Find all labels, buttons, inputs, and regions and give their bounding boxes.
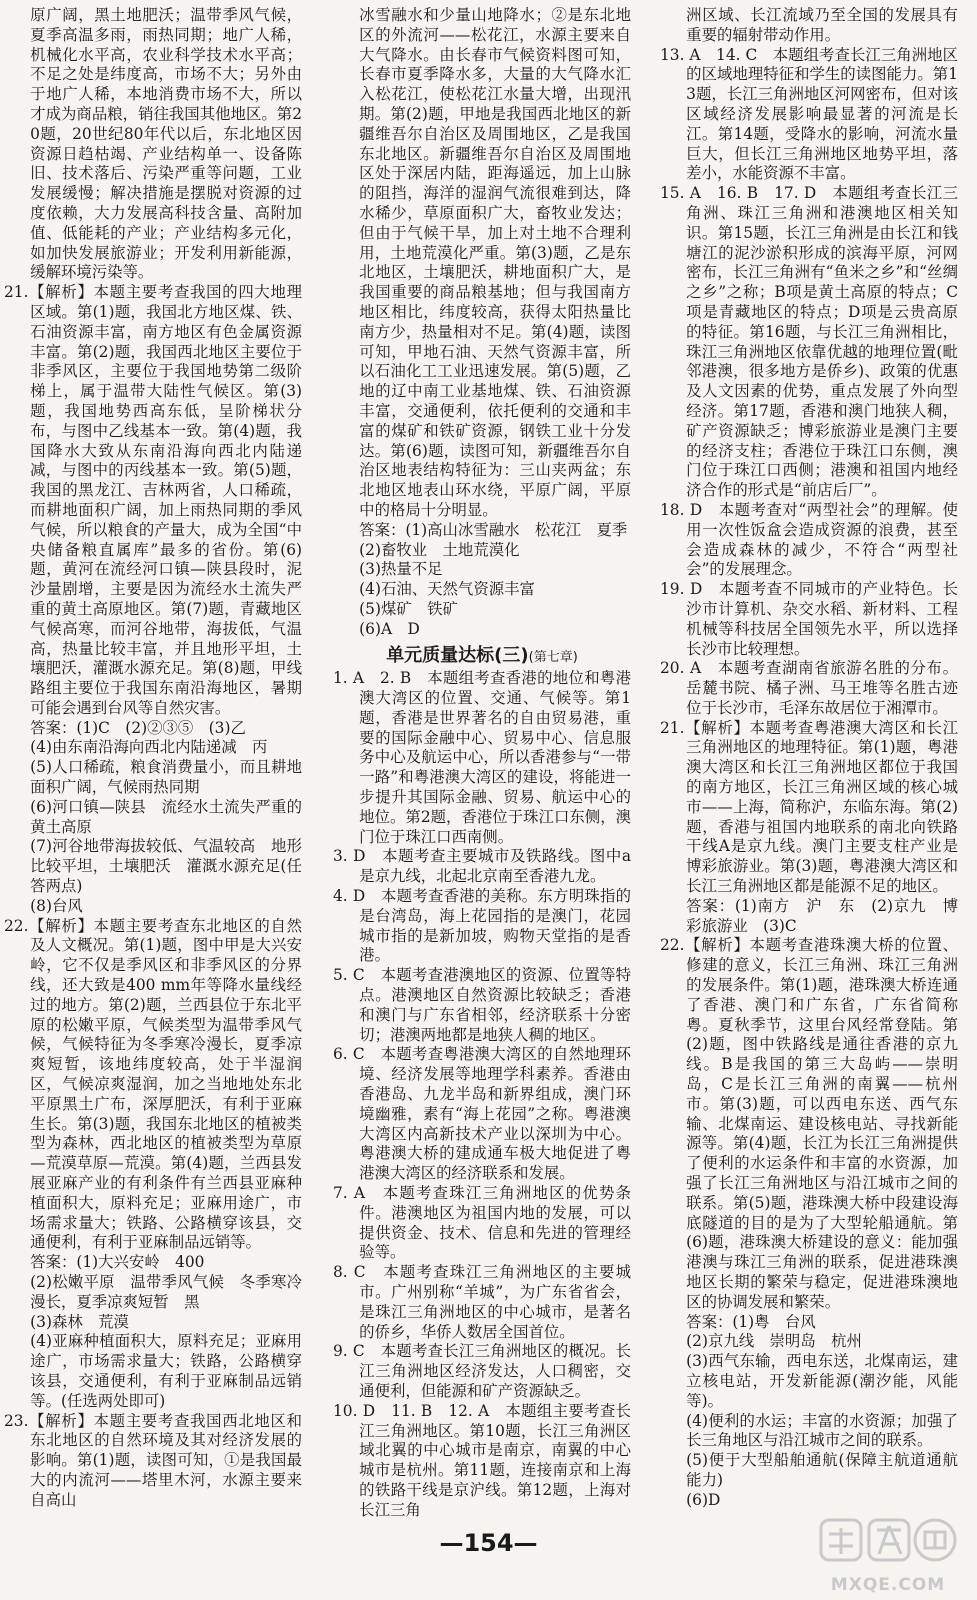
answer-item: 22.【解析】本题考查港珠澳大桥的位置、修建的意义，长江三角洲、珠江三角洲的发展条件。第(1)题，港珠澳大桥连通了香港、澳门和广东省，广东省简称粤。夏秋季节，这里台风经常登陆。第(2)题，图中铁路线是通往香港的京九线。B是我国的第三大岛屿——崇明岛，C是长江三角洲的南翼——杭州市。第(3)题，可以西电东送、西气东输、北煤南运、建设核电站、寻找新能源等。第(4)题，长江为长江三角洲提供了便利的水运条件和丰富的水资源，加强了长江三角洲地区与沿江城市之间的联系。第(5)题，港珠澳大桥中段建设海底隧道的目的是为了大型轮船通航。第(6)题，港珠澳大桥建设的意义：能加强港澳与珠江三角洲的联系，促进港珠澳地区长期的繁荣与稳定，促进港珠澳地区的协调发展和繁荣。 xyxy=(660,936,958,1311)
answer-text: (2)京九线 崇明岛 杭州 xyxy=(686,1332,862,1351)
answer-text: (5)便于大型船舶通航(保障主航道通航能力) xyxy=(686,1451,958,1489)
answer-item: 20. A 本题考查湖南省旅游名胜的分布。岳麓书院、橘子洲、马王堆等名胜古迹位于长沙市，毛泽东故居位于湘潭市。 xyxy=(660,659,958,717)
watermark-url: MXQE.COM xyxy=(830,1575,946,1596)
answer-text: (7)河谷地带海拔较低、气温较高 地形比较平坦，土壤肥沃 灌溉水源充足(任答两点) xyxy=(30,837,302,896)
answer-item: 22.【解析】本题主要考查东北地区的自然及人文概况。第(1)题，图中甲是大兴安岭，它不仅是季风区和非季风区的分界线，还大致是400 mm年等降水量线经过的地方。第(2)题，兰西县位于东北平原的松嫩平原，气候类型为温带季风气候，气候特征为冬季寒冷漫长，夏季凉爽短暂，该地纬度较高，处于半湿润区，气候凉爽湿润，加之当地地处东北平原黑土广布，深厚肥沃，有利于亚麻生长。第(3)题，我国东北地区的植被类型为森林，西北地区的植被类型为草原—荒漠草原—荒漠。第(4)题，兰西县发展亚麻产业的有利条件有兰西县亚麻种植面积大，原料充足；亚麻用途广，市场需求量大；铁路、公路横穿该县，交通便利，有利于亚麻制品远销等。 xyxy=(4,916,302,1252)
answer-text: (3)热量不足 xyxy=(359,560,443,579)
answer-text: 答案：(1)C (2)②③⑤ (3)乙 xyxy=(30,718,246,737)
section-continued-answers xyxy=(333,6,631,640)
answer-text: (6)河口镇—陕县 流经水土流失严重的黄土高原 xyxy=(30,797,302,836)
column-left xyxy=(4,6,302,1546)
answer-item: 13. A 14. C 本题组考查长江三角洲地区的区域地理特征和学生的读图能力。第13题，长江三角洲地区河网密布，但对该区域经济发展影响最显著的河流是长江。第14题，受降水的影响，河流水量巨大，但长江三角洲地区地势平坦，落差小，水能资源不丰富。 xyxy=(660,45,958,183)
answer-item: 3. D 本题考查主要城市及铁路线。图中a是京九线，北起北京南至香港九龙。 xyxy=(333,847,631,886)
answer-item: 5. C 本题考查港澳地区的资源、位置等特点。港澳地区自然资源比较缺乏；香港和澳门与广东省相邻，经济联系十分密切；港澳两地都是地狭人稠的地区。 xyxy=(333,966,631,1044)
answer-item: 19. D 本题考查不同城市的产业特色。长沙市计算机、杂交水稻、新材料、工程机械等科技居全国领先水平，所以选择长沙市比较理想。 xyxy=(660,580,958,658)
column-right xyxy=(660,6,958,1546)
answer-text: 洲区域、长江流域乃至全国的发展具有重要的辐射带动作用。 xyxy=(686,6,958,44)
answer-text: (4)石油、天然气资源丰富 xyxy=(359,580,535,599)
answer-item: 6. C 本题考查粤港澳大湾区的自然地理环境、经济发展等地理学科素养。香港由香港岛、九龙半岛和新界组成，澳门环境幽雅，素有“海上花园”之称。粤港澳大湾区内高新技术产业以深圳为中心。粤港澳大桥的建成通车极大地促进了粤港澳大湾区的经济联系和发展。 xyxy=(333,1045,631,1183)
section-unit-answers xyxy=(333,669,631,1520)
answer-item: 7. A 本题考查珠江三角洲地区的优势条件。港澳地区为祖国内地的发展，可以提供资金、技术、信息和先进的管理经验等。 xyxy=(333,1184,631,1262)
watermark-logo-icon xyxy=(813,1514,963,1568)
watermark xyxy=(813,1514,963,1596)
answer-text: 答案：(1)高山冰雪融水 松花江 夏季 xyxy=(359,520,628,539)
answer-text: 答案：(1)大兴安岭 400 xyxy=(30,1253,205,1272)
column-middle xyxy=(333,6,631,1546)
answer-item: 8. C 本题考查珠江三角洲地区的主要城市。广州别称“羊城”，为广东省省会，是珠江三角洲地区的中心城市，是著名的侨乡，华侨人数居全国首位。 xyxy=(333,1263,631,1341)
answer-text: (4)由东南沿海向西北内陆递减 丙 xyxy=(30,738,268,757)
answer-item: 23.【解析】本题主要考查我国西北地区和东北地区的自然环境及其对经济发展的影响。第(1)题，读图可知，①是我国最大的内流河——塔里木河，水源主要来自高山 xyxy=(4,1411,302,1509)
answer-text: (8)台风 xyxy=(30,896,83,915)
section-subtitle: (第七章) xyxy=(528,649,578,665)
answer-text: 答案：(1)粤 台风 xyxy=(686,1312,816,1331)
section-heading xyxy=(333,646,631,668)
section-title: 单元质量达标(三) xyxy=(386,644,529,666)
page-number: —154— xyxy=(439,1529,538,1557)
answer-text: 冰雪融水和少量山地降水；②是东北地区的外流河——松花江，水源主要来自大气降水。由长春市气候资料图可知，长春市夏季降水多，大量的大气降水汇入松花江，使松花江水量大增，出现汛期。第(2)题，甲地是我国西北地区的新疆维吾尔自治区及周围地区，乙是我国东北地区。新疆维吾尔自治区及周围地区处于深居内陆，距海遥远，加上山脉的阻挡，海洋的湿润气流很难到达，降水稀少，草原面积广大，畜牧业发达；但由于气候干旱，加上对土地不合理利用，土地荒漠化严重。第(3)题，乙是东北地区，土壤肥沃，耕地面积广大，是我国重要的商品粮基地；但与我国南方地区相比，纬度较高，获得太阳热量比南方少，热量相对不足。第(4)题，读图可知，甲地石油、天然气资源丰富，所以石油化工工业迅速发展。第(5)题，乙地的辽中南工业基地煤、铁、石油资源丰富，交通便利，依托便利的交通和丰富的煤矿和铁矿资源，钢铁工业十分发达。第(6)题，读图可知，新疆维吾尔自治区地表结构特征为：三山夹两盆；东北地区地表山环水绕，平原广阔，平原中的格局十分明显。 xyxy=(359,6,631,519)
answer-text: (2)畜牧业 土地荒漠化 xyxy=(359,540,520,559)
answer-item: 18. D 本题考查对“两型社会”的理解。使用一次性饭盒会造成资源的浪费，甚至会造成森林的减少，不符合“两型社会”的发展理念。 xyxy=(660,500,958,579)
answer-text: (5)人口稀疏，粮食消费量小，而且耕地面积广阔，气候雨热同期 xyxy=(30,758,302,797)
answer-item: 15. A 16. B 17. D 本题组考查长江三角洲、珠江三角洲和港澳地区相关知识。第15题，长江三角洲是由长江和钱塘江的泥沙淤积形成的滨海平原，河网密布，长江三角洲有“鱼米之乡”和“丝绸之乡”之称；B项是黄土高原的特点；C项是青藏地区的特点；D项是云贵高原的特征。第16题，与长江三角洲相比，珠江三角洲地区依靠优越的地理位置(毗邻港澳，很多地方是侨乡)、政策的优惠及人文因素的优势，重点发展了外向型经济。第17题，香港和澳门地狭人稠，矿产资源缺乏；博彩旅游业是澳门主要的经济支柱；香港位于珠江口东侧，澳门位于珠江口西侧；港澳和祖国内地经济合作的形式是“前店后厂”。 xyxy=(660,184,958,500)
answer-text: (3)森林 荒漠 xyxy=(30,1312,129,1331)
answer-text: (3)西气东输，西电东送，北煤南运，建立核电站，开发新能源(潮汐能，风能等)。 xyxy=(686,1352,958,1410)
answer-text: (2)松嫩平原 温带季风气候 冬季寒冷漫长，夏季凉爽短暂 黑 xyxy=(30,1273,302,1311)
answer-item: 9. C 本题考查长江三角洲地区的概况。长江三角洲地区经济发达，人口稠密，交通便利，但能源和矿产资源缺乏。 xyxy=(333,1342,631,1400)
answer-text: (4)便利的水运；丰富的水资源；加强了长三角地区与沿江城市之间的联系。 xyxy=(686,1411,958,1450)
answer-text: (6)A D xyxy=(359,619,420,638)
answer-text: 原广阔，黑土地肥沃；温带季风气候，夏季高温多雨，雨热同期；地广人稀，机械化水平高，农业科学技术水平高；不足之处是纬度高，市场不大；另外由于地广人稀，本地消费市场不大，所以才成为商品粮，销往我国其他地区。第20题，20世纪80年代以后，东北地区因资源日趋枯竭、产业结构单一、设备陈旧、技术落后、污染严重等问题，工业发展缓慢；解决措施是摆脱对资源的过度依赖，大力发展高科技含量、高附加值、低能耗的产业；产业结构多元化，如加快发展旅游业；开发利用新能源，缓解环境污染等。 xyxy=(30,6,302,282)
answer-item: 1. A 2. B 本题组考查香港的地位和粤港澳大湾区的位置、交通、气候等。第1题，香港是世界著名的自由贸易港，重要的国际金融中心、贸易中心、信息服务中心及航运中心，所以香港参与“一带一路”和粤港澳大湾区的建设，将能进一步提升其国际金融、贸易、航运中心的地位。第2题，香港位于珠江口东侧，澳门位于珠江口西南侧。 xyxy=(333,669,631,846)
answer-item: 4. D 本题考查香港的美称。东方明珠指的是台湾岛，海上花园指的是澳门，花园城市指的是新加坡，购物天堂指的是香港。 xyxy=(333,887,631,965)
answer-item: 21.【解析】本题主要考查我国的四大地理区域。第(1)题，我国北方地区煤、铁、石油资源丰富，南方地区有色金属资源丰富。第(2)题，我国西北地区主要位于非季风区，主要位于我国地势第二级阶梯上，属于温带大陆性气候区。第(3)题，我国地势西高东低，呈阶梯状分布，与图中乙线基本一致。第(4)题，我国降水大致从东南沿海向西北内陆递减，与图中的丙线基本一致。第(5)题，我国的黑龙江、吉林两省，人口稀疏，而耕地面积广阔，加上雨热同期的季风气候，所以粮食的产量大，成为全国“中央储备粮直属库”最多的省份。第(6)题，黄河在流经河口镇—陕县段时，泥沙量剧增，主要是因为流经水土流失严重的黄土高原地区。第(7)题，青藏地区气候高寒，而河谷地带，海拔低，气温高，热量比较丰富，并且地形平坦，土壤肥沃，灌溉水源充足。第(8)题，甲线路组主要位于我国东南沿海地区，暑期可能会遇到台风等自然灾害。 xyxy=(4,283,302,717)
answer-text: 答案：(1)南方 沪 东 (2)京九 博彩旅游业 (3)C xyxy=(686,896,958,935)
answer-text: (5)煤矿 铁矿 xyxy=(359,599,458,618)
answer-item: 21.【解析】本题考查粤港澳大湾区和长江三角洲地区的地理特征。第(1)题，粤港澳大湾区和长江三角洲地区都位于我国的南方地区，长江三角洲区域的核心城市——上海，简称沪，东临东海。第(2)题，香港与祖国内地联系的南北向铁路干线A是京九线。澳门主要支柱产业是博彩旅游业。第(3)题，粤港澳大湾区和长江三角洲地区都是能源不足的地区。 xyxy=(660,718,958,896)
answer-text: (4)亚麻种植面积大，原料充足；亚麻用途广，市场需求量大；铁路，公路横穿该县，交通便利，有利于亚麻制品远销等。(任选两处即可) xyxy=(30,1332,302,1410)
answer-item: 10. D 11. B 12. A 本题组主要考查长江三角洲地区。第10题，长江三角洲区域北翼的中心城市是南京，南翼的中心城市是杭州。第11题，连接南京和上海的铁路干线是京沪线。第12题，上海对长江三角 xyxy=(333,1401,631,1519)
answer-text: (6)D xyxy=(686,1490,721,1509)
